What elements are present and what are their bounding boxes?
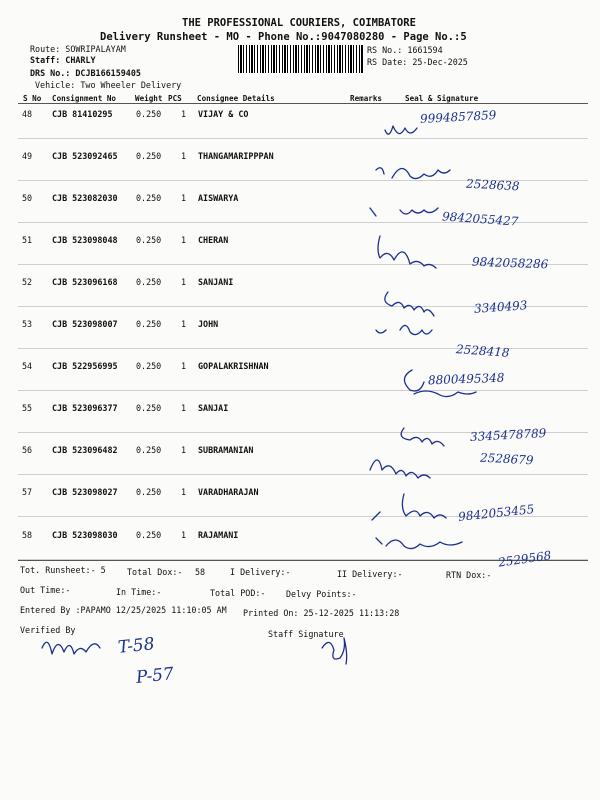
row-consignee: SANJAI bbox=[198, 403, 229, 413]
handwritten-phone-54: 8800495348 bbox=[427, 370, 505, 388]
row-sno: 52 bbox=[22, 277, 33, 287]
row-consignment-number: CJB 523092465 bbox=[52, 151, 118, 161]
signature-57 bbox=[372, 494, 446, 520]
handwritten-phone-51: 9842058286 bbox=[471, 254, 549, 272]
signature-54 bbox=[404, 370, 476, 397]
row-sno: 54 bbox=[22, 361, 33, 371]
total-pod: Total POD:- bbox=[210, 588, 266, 598]
handwritten-phone-52: 3340493 bbox=[473, 298, 528, 316]
handwritten-note-t: T-58 bbox=[117, 634, 156, 658]
row-consignee: SANJANI bbox=[198, 277, 234, 287]
row-pcs: 1 bbox=[181, 193, 187, 203]
row-pcs: 1 bbox=[181, 445, 187, 455]
rtn-dox: RTN Dox:- bbox=[446, 570, 492, 580]
total-runsheet: Tot. Runsheet:- 5 bbox=[20, 565, 106, 575]
col-seal-signature: Seal & Signature bbox=[405, 94, 479, 103]
row-sno: 55 bbox=[22, 403, 33, 413]
row-pcs: 1 bbox=[181, 319, 187, 329]
row-consignment-number: CJB 81410295 bbox=[52, 109, 113, 119]
row-consignee: AISWARYA bbox=[198, 193, 239, 203]
handwritten-code-53: 2528418 bbox=[455, 342, 510, 360]
row-sno: 53 bbox=[22, 319, 33, 329]
signature-51 bbox=[378, 236, 436, 268]
signature-52 bbox=[385, 292, 434, 316]
row-consignee: VARADHARAJAN bbox=[198, 487, 259, 497]
row-pcs: 1 bbox=[181, 235, 187, 245]
verified-signature bbox=[42, 642, 100, 654]
row-consignee: RAJAMANI bbox=[198, 530, 239, 540]
row-weight: 0.250 bbox=[136, 445, 162, 455]
handwritten-phone-50: 9842055427 bbox=[441, 209, 519, 229]
row-weight: 0.250 bbox=[136, 235, 162, 245]
col-remarks: Remarks bbox=[350, 94, 383, 103]
row-weight: 0.250 bbox=[136, 530, 162, 540]
signature-56 bbox=[370, 460, 430, 478]
in-time: In Time:- bbox=[116, 587, 162, 597]
row-sno: 58 bbox=[22, 530, 33, 540]
col-consignee: Consignee Details bbox=[197, 94, 275, 103]
row-pcs: 1 bbox=[181, 109, 187, 119]
row-consignment-number: CJB 523096482 bbox=[52, 445, 118, 455]
staff: Staff: CHARLY bbox=[30, 55, 96, 65]
handwritten-code-58: 2529568 bbox=[497, 548, 553, 570]
row-weight: 0.250 bbox=[136, 319, 162, 329]
row-consignment-number: CJB 523096168 bbox=[52, 277, 118, 287]
handwritten-code-57: 2528679 bbox=[479, 450, 534, 468]
rs-number: RS No.: 1661594 bbox=[367, 45, 443, 55]
row-consignment-number: CJB 523098048 bbox=[52, 235, 118, 245]
signature-49 bbox=[376, 168, 450, 179]
staff-signature-label: Staff Signature bbox=[268, 629, 344, 639]
col-pcs: PCS bbox=[168, 94, 182, 103]
signature-50 bbox=[370, 208, 438, 216]
row-weight: 0.250 bbox=[136, 487, 162, 497]
row-consignee: JOHN bbox=[198, 319, 219, 329]
row-weight: 0.250 bbox=[136, 277, 162, 287]
ii-delivery: II Delivery:- bbox=[337, 569, 403, 579]
entered-by: Entered By :PAPAMO 12/25/2025 11:10:05 AM bbox=[20, 605, 227, 615]
row-sno: 49 bbox=[22, 151, 33, 161]
signature-48 bbox=[385, 126, 417, 134]
col-weight: Weight bbox=[135, 94, 163, 103]
staff-signature bbox=[322, 638, 347, 664]
row-consignment-number: CJB 523098007 bbox=[52, 319, 118, 329]
row-sno: 48 bbox=[22, 109, 33, 119]
col-consignment: Consignment No bbox=[52, 94, 117, 103]
document-title: Delivery Runsheet - MO - Phone No.:9047080280 - Page No.:5 bbox=[100, 31, 467, 43]
row-sno: 57 bbox=[22, 487, 33, 497]
route: Route: SOWRIPALAYAM bbox=[30, 44, 126, 54]
total-dox-label: Total Dox:- bbox=[127, 567, 183, 577]
signature-53 bbox=[376, 325, 432, 334]
row-weight: 0.250 bbox=[136, 151, 162, 161]
row-pcs: 1 bbox=[181, 361, 187, 371]
company-name: THE PROFESSIONAL COURIERS, COIMBATORE bbox=[182, 17, 416, 29]
row-weight: 0.250 bbox=[136, 193, 162, 203]
signature-55 bbox=[401, 428, 444, 446]
handwritten-code-49: 2528638 bbox=[465, 176, 520, 194]
row-consignee: SUBRAMANIAN bbox=[198, 445, 254, 455]
row-consignee: THANGAMARIPPPAN bbox=[198, 151, 274, 161]
verified-by: Verified By bbox=[20, 625, 76, 635]
row-pcs: 1 bbox=[181, 151, 187, 161]
row-pcs: 1 bbox=[181, 530, 187, 540]
i-delivery: I Delivery:- bbox=[230, 567, 291, 577]
drs-number: DRS No.: DCJB166159405 bbox=[30, 68, 141, 78]
handwritten-phone-48: 9994857859 bbox=[419, 108, 497, 126]
row-consignee: VIJAY & CO bbox=[198, 109, 249, 119]
row-consignment-number: CJB 523082030 bbox=[52, 193, 118, 203]
handwritten-phone-56: 3345478789 bbox=[469, 426, 547, 444]
out-time: Out Time:- bbox=[20, 585, 71, 595]
row-consignment-number: CJB 522956995 bbox=[52, 361, 118, 371]
row-pcs: 1 bbox=[181, 277, 187, 287]
row-weight: 0.250 bbox=[136, 403, 162, 413]
row-pcs: 1 bbox=[181, 487, 187, 497]
printed-on: Printed On: 25-12-2025 11:13:28 bbox=[243, 608, 400, 618]
row-consignee: GOPALAKRISHNAN bbox=[198, 361, 269, 371]
row-consignment-number: CJB 523098027 bbox=[52, 487, 118, 497]
col-sno: S No bbox=[23, 94, 42, 103]
row-consignment-number: CJB 523098030 bbox=[52, 530, 118, 540]
row-consignment-number: CJB 523096377 bbox=[52, 403, 118, 413]
row-sno: 50 bbox=[22, 193, 33, 203]
handwritten-note-p: P-57 bbox=[135, 664, 175, 688]
row-sno: 51 bbox=[22, 235, 33, 245]
vehicle: Vehicle: Two Wheeler Delivery bbox=[35, 80, 182, 90]
delvy-points: Delvy Points:- bbox=[286, 589, 357, 599]
total-dox-count: 58 bbox=[195, 567, 206, 577]
row-weight: 0.250 bbox=[136, 361, 162, 371]
row-sno: 56 bbox=[22, 445, 33, 455]
handwritten-phone-58: 9842053455 bbox=[457, 502, 535, 524]
rs-date: RS Date: 25-Dec-2025 bbox=[367, 57, 468, 67]
signature-58 bbox=[376, 538, 462, 549]
row-weight: 0.250 bbox=[136, 109, 162, 119]
row-pcs: 1 bbox=[181, 403, 187, 413]
row-consignee: CHERAN bbox=[198, 235, 229, 245]
